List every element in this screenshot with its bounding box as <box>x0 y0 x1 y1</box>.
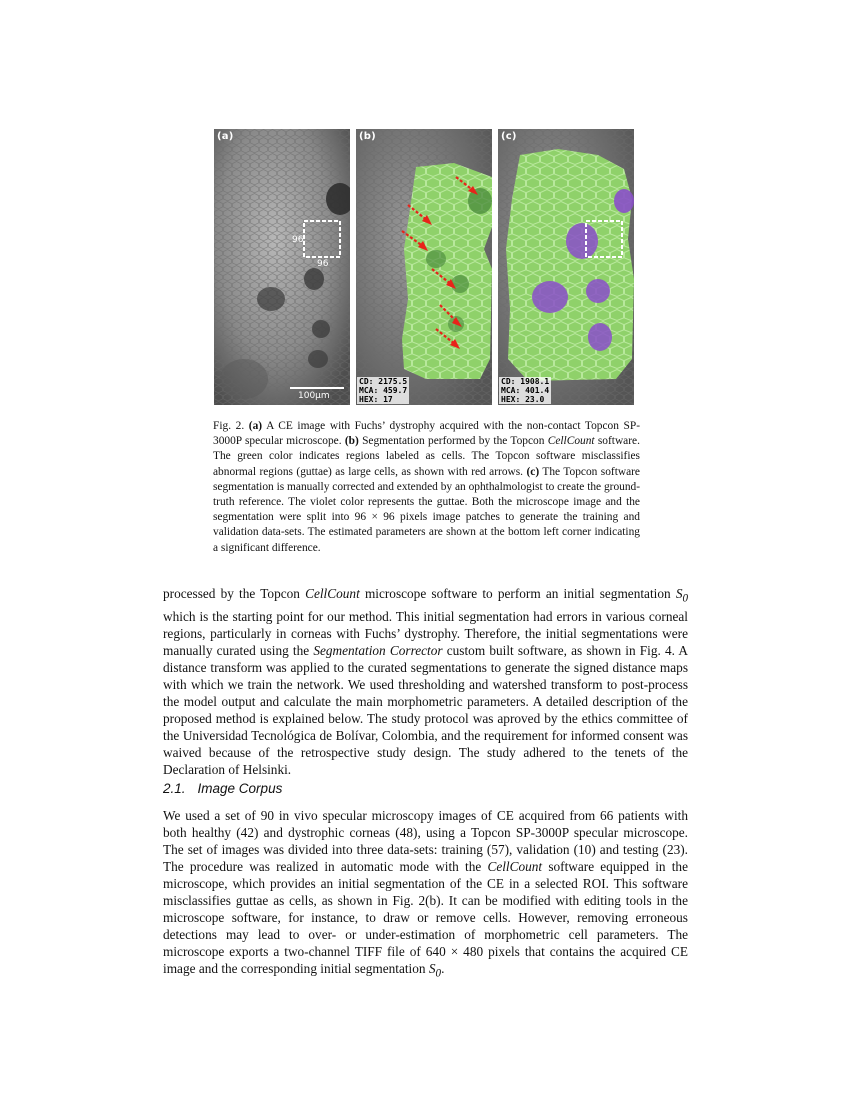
figure-caption <box>213 419 640 556</box>
panel-c-image <box>498 129 634 405</box>
caption-a-label: (a) <box>248 420 263 432</box>
section-heading-image-corpus <box>163 781 282 796</box>
p1-s0-symbol: S <box>675 586 683 601</box>
panel-a-label: (a) <box>217 131 234 142</box>
p1-software: CellCount <box>305 586 360 601</box>
panel-b-stats <box>357 377 409 404</box>
panel-c-label: (c) <box>501 131 517 142</box>
caption-b-text-1: Segmentation performed by the Topcon <box>362 435 545 448</box>
caption-b-software: CellCount <box>547 435 595 448</box>
caption-c-text: The Topcon software segmentation is manually corrected and extended by an ophthalmologist to create the ground-truth reference. The violet color represents the guttae. Both the microscope image and the segmentation were split into 96 × 96 pixels image patches to generate the training and validation data-sets. The estimated parameters are shown at the bottom left corner indicating a significant difference. <box>213 465 641 554</box>
p1-text-1: processed by the Topcon <box>163 586 300 601</box>
section-number: 2.1. <box>163 781 186 796</box>
panel-c-cd: CD: 1908.1 <box>501 377 550 386</box>
panel-b-cd: CD: 2175.5 <box>359 377 408 386</box>
scale-bar <box>290 387 344 389</box>
panel-b-hex: HEX: 17 <box>359 395 393 404</box>
patch-width-label: 96 <box>292 235 304 245</box>
p2-s0-subscript: 0 <box>435 967 442 980</box>
panel-a-image <box>214 129 350 405</box>
panel-c-hex: HEX: 23.0 <box>501 395 545 404</box>
p1-s0 <box>675 586 689 605</box>
p1-s0-subscript: 0 <box>682 592 689 605</box>
p2-software: CellCount <box>487 859 543 874</box>
panel-b-image <box>356 129 492 405</box>
panel-a-microscope-image <box>214 129 350 405</box>
paragraph-image-corpus <box>163 807 688 983</box>
panel-c-stats <box>499 377 551 404</box>
p1-text-4: custom built software, as shown in Fig. 4. A distance transform was applied to the curated segmentations to generate the signed distance maps with which we train the network. We used thresholding and watershed transform to post-process the model output and calculate the main morphometric parameters. A detailed description of the proposed method is explained below. The study protocol was aproved by the ethics committee of the Universidad Tecnológica de Bolívar, Colombia, and the requirement for informed consent was waived because of the retrospective study design. The study adhered to the tenets of the Declaration of Helsinki. <box>163 642 688 777</box>
panel-b-topcon-segmentation <box>356 129 492 405</box>
panel-c-mca: MCA: 401.4 <box>501 386 550 395</box>
patch-height-label: 96 <box>317 259 329 269</box>
panel-b-label: (b) <box>359 131 376 142</box>
p2-text-3: . <box>441 961 445 976</box>
caption-c-label: (c) <box>526 465 540 478</box>
p2-s0-symbol: S <box>428 961 436 976</box>
p1-tool: Segmentation Corrector <box>313 642 443 658</box>
figure-2 <box>214 129 635 405</box>
p2-text-1: We used a set of 90 in vivo specular microscopy images of CE acquired from 66 patients with both healthy (42) and dystrophic corneas (48), using a Topcon SP-3000P specular microscope. The set of images was divided into three data-sets: training (57), validation (10) and testing (23). The procedure was realized in automatic mode with the <box>163 808 688 874</box>
caption-a-text: A CE image with Fuchs’ dystrophy acquired with the non-contact Topcon SP-3000P specular microscope. <box>213 420 640 448</box>
scale-bar-label: 100µm <box>298 391 330 401</box>
p1-text-3: which is the starting point for our method. This initial segmentation had errors in various corneal regions, particularly in corneas with Fuchs’ dystrophy. Therefore, the initial segmentations were manually curated using the <box>163 608 688 658</box>
p2-s0 <box>428 961 442 980</box>
p1-text-2: microscope software to perform an initial segmentation <box>364 586 671 601</box>
section-title: Image Corpus <box>197 781 283 796</box>
caption-fig-label: Fig. 2. <box>213 420 245 432</box>
panel-c-corrected-segmentation <box>498 129 634 405</box>
paragraph-method-overview <box>163 585 688 778</box>
panel-b-mca: MCA: 459.7 <box>359 386 408 395</box>
caption-b-text-2: software. The green color indicates regions labeled as cells. The Topcon software misclassifies abnormal regions (guttae) as large cells, as shown with red arrows. <box>213 435 640 478</box>
p2-text-2: software equipped in the microscope, which provides an initial segmentation of the CE in a selected ROI. This software misclassifies guttae as cells, as shown in Fig. 2(b). It can be modified with editing tools in the microscope software, for instance, to draw or remove cells. However, removing erroneous detections may lead to over- or under-estimation of morphometric cell parameters. The microscope exports a two-channel TIFF file of 640 × 480 pixels that contains the acquired CE image and the corresponding initial segmentation <box>163 859 688 976</box>
caption-b-label: (b) <box>344 435 359 448</box>
